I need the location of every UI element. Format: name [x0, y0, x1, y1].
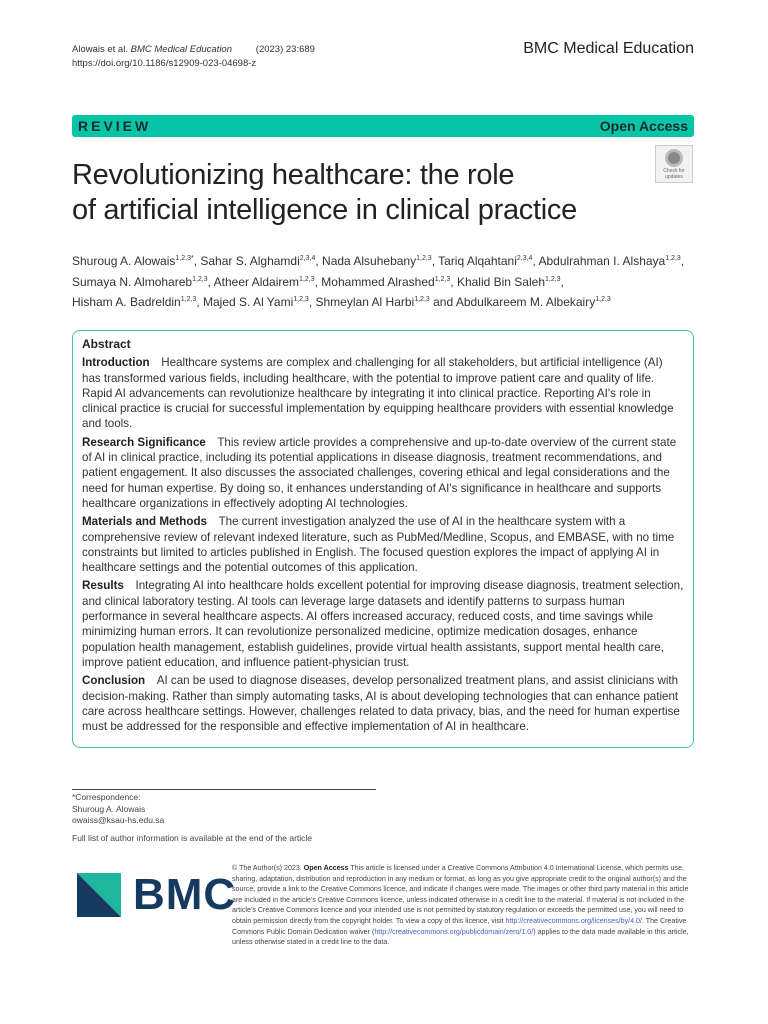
abstract-section-text: AI can be used to diagnose diseases, develop personalized treatment plans, and assist clinicians with decision-making. Rather than simply automating tasks, AI is about developing technologies that can enhance patient care across healthcare settings. However, challenges related to data privacy, bias, and the need for human expertise must be addressed for the responsible and effective implementation of AI in healthcare.	[82, 674, 680, 734]
bmc-logo-text: BMC	[133, 870, 237, 919]
author-affiliation: 1,2,3	[665, 255, 681, 262]
author-separator: ,	[532, 254, 539, 268]
article-type: REVIEW	[78, 118, 152, 134]
abstract-section-label: Materials and Methods	[82, 515, 207, 529]
author-separator: ,	[314, 274, 322, 289]
abstract-section	[82, 514, 684, 575]
check-updates-icon	[665, 149, 683, 167]
abstract-section-label: Introduction	[82, 356, 150, 370]
author-affiliation: 1,2,3*	[175, 255, 194, 262]
license-body: This article is licensed under a Creative Commons Attribution 4.0 International License, which permits use, sharing, adaptation, distribution and reproduction in any medium or format, as long as you give appropriate credit to the original author(s) and the source, provide a link to the Creative Commons licence, and indicate if changes were made. The images or other third party material in this article are included in the article's Creative Commons licence, unless indicated otherwise in a credit line to the material. If material is not included in the article's Creative Commons licence and your intended use is not permitted by statutory regulation or exceeds the permitted use, you will need to obtain permission directly from the copyright holder. To view a copy of this licence, visit	[232, 864, 689, 925]
article-title	[72, 158, 577, 228]
abstract-section	[82, 355, 684, 431]
abstract-section-text: This review article provides a comprehensive and up-to-date overview of the current state of AI in clinical practice, including its potential applications in disease diagnosis, treatment recommendations, and patient engagement. It also discusses the associated challenges, covering ethical and legal considerations and the need for human expertise. By doing so, it enhances understanding of AI's significance in healthcare and supports healthcare organizations in effectively adopting AI technologies.	[82, 435, 677, 510]
author-separator: ,	[196, 295, 203, 309]
author-separator: ,	[207, 274, 214, 289]
author-name: Abdulkareem M. Albekairy	[455, 295, 596, 309]
cc-zero-link[interactable]: http://creativecommons.org/publicdomain/zero/1.0/	[374, 927, 534, 936]
license-body-2: . The Creative Commons Public Domain Dedication waiver (	[232, 916, 687, 936]
author-name: Khalid Bin Saleh	[456, 274, 545, 289]
author-name: Mohammed Alrashed	[321, 274, 435, 289]
correspondence-label: *Correspondence:	[72, 792, 141, 802]
cc-by-link[interactable]: http://creativecommons.org/licenses/by/4.0/	[505, 916, 642, 925]
abstract-section	[82, 578, 684, 670]
check-for-updates-button[interactable]	[655, 145, 693, 183]
abstract-box	[72, 330, 694, 748]
author-name: Tariq Alqahtani	[438, 254, 517, 268]
author-name: Abdulrahman I. Alshaya	[538, 254, 666, 268]
author-info-note: Full list of author information is available at the end of the article	[72, 833, 313, 843]
author-affiliation: 2,3,4	[516, 255, 533, 262]
journal-name: BMC Medical Education	[523, 40, 694, 57]
check-updates-label: Check for updates	[663, 168, 685, 180]
correspondence-name: Shuroug A. Alowais	[72, 803, 146, 814]
author-name: Sahar S. Alghamdi	[200, 254, 300, 268]
article-type-band	[72, 115, 694, 137]
correspondence	[72, 792, 164, 827]
author-affiliation: 1,2,3	[192, 275, 208, 283]
author-name: Atheer Aldairem	[213, 274, 300, 289]
open-access-label: Open Access	[599, 118, 688, 134]
author-separator: ,	[450, 274, 457, 289]
author-name: Nada Alsuhebany	[322, 254, 417, 268]
author-separator: and	[429, 295, 456, 309]
author-affiliation: 1,2,3	[595, 296, 611, 303]
license-body-3: ) applies to the data made available in this article, unless otherwise stated in a credit line to the data.	[232, 927, 689, 947]
abstract-section-text: Healthcare systems are complex and challenging for all stakeholders, but artificial intelligence (AI) has transformed various fields, including healthcare, with the potential to improve patient care and quality of life. Rapid AI advancements can revolutionize healthcare by integrating it into clinical practice. Reporting AI's role in clinical practice is crucial for successful implementation by equipping healthcare providers with essential knowledge and tools.	[82, 356, 674, 431]
author-affiliation: 1,2,3	[414, 296, 430, 303]
abstract-section	[82, 673, 684, 734]
abstract-section-label: Research Significance	[82, 435, 206, 449]
author-affiliation: 1,2,3	[299, 275, 315, 283]
author-affiliation: 2,3,4	[299, 255, 316, 262]
abstract-heading: Abstract	[82, 337, 131, 351]
author-list	[72, 250, 697, 312]
author-affiliation: 1,2,3	[434, 275, 451, 283]
citation-authors: Alowais et al.	[72, 44, 128, 55]
citation-header	[72, 43, 315, 71]
author-separator: ,	[680, 254, 685, 268]
correspondence-email[interactable]: owaiss@ksau-hs.edu.sa	[72, 815, 165, 825]
license-open-access: Open Access	[303, 864, 349, 872]
abstract-section	[82, 435, 684, 511]
author-separator: ,	[315, 254, 323, 268]
author-separator: ,	[560, 274, 564, 289]
footnote-divider	[72, 789, 376, 790]
author-separator: ,	[431, 254, 439, 268]
author-separator: ,	[308, 295, 316, 309]
abstract-section-text: Integrating AI into healthcare holds excellent potential for improving disease diagnosis, treatment selection, and clinical laboratory testing. AI tools can leverage large datasets and identify patterns to surpass human performance in several healthcare aspects. AI offers increased accuracy, reduced costs, and time savings while minimizing human errors. It can revolutionize personalized medicine, optimize medication dosages, enhance population health management, establish guidelines, provide virtual health assistants, support mental health care, improve patient education, and influence patient-physician trust.	[82, 579, 684, 669]
bmc-logo-icon	[77, 873, 121, 917]
author-affiliation: 1,2,3	[293, 296, 309, 303]
title-line-2: of artificial intelligence in clinical practice	[72, 194, 577, 226]
doi-link[interactable]: https://doi.org/10.1186/s12909-023-04698-z	[72, 58, 257, 69]
bmc-logo	[77, 870, 236, 920]
author-separator: ,	[193, 254, 201, 268]
abstract-section-label: Results	[82, 579, 124, 593]
author-affiliation: 1,2,3	[416, 255, 432, 262]
author-affiliation: 1,2,3	[180, 296, 197, 303]
author-name: Shuroug A. Alowais	[72, 254, 176, 268]
copyright: © The Author(s) 2023.	[232, 864, 302, 872]
author-name: Sumaya N. Almohareb	[72, 274, 193, 289]
author-name: Hisham A. Badreldin	[72, 295, 181, 309]
title-line-1: Revolutionizing healthcare: the role	[72, 159, 515, 191]
author-name: Majed S. Al Yami	[202, 295, 294, 309]
abstract-section-label: Conclusion	[82, 674, 146, 688]
citation-journal: BMC Medical Education	[130, 44, 233, 55]
license-text	[232, 863, 695, 948]
abstract-section-text: The current investigation analyzed the use of AI in the healthcare system with a comprehensive review of relevant indexed literature, such as PubMed/Medline, Scopus, and EMBASE, with no time constraints but limited to articles published in English. The focused question explores the impact of applying AI in healthcare settings and the potential outcomes of this application.	[82, 515, 675, 575]
citation-year: (2023) 23:689	[255, 44, 315, 55]
author-affiliation: 1,2,3	[545, 275, 561, 283]
author-name: Shmeylan Al Harbi	[315, 295, 415, 309]
